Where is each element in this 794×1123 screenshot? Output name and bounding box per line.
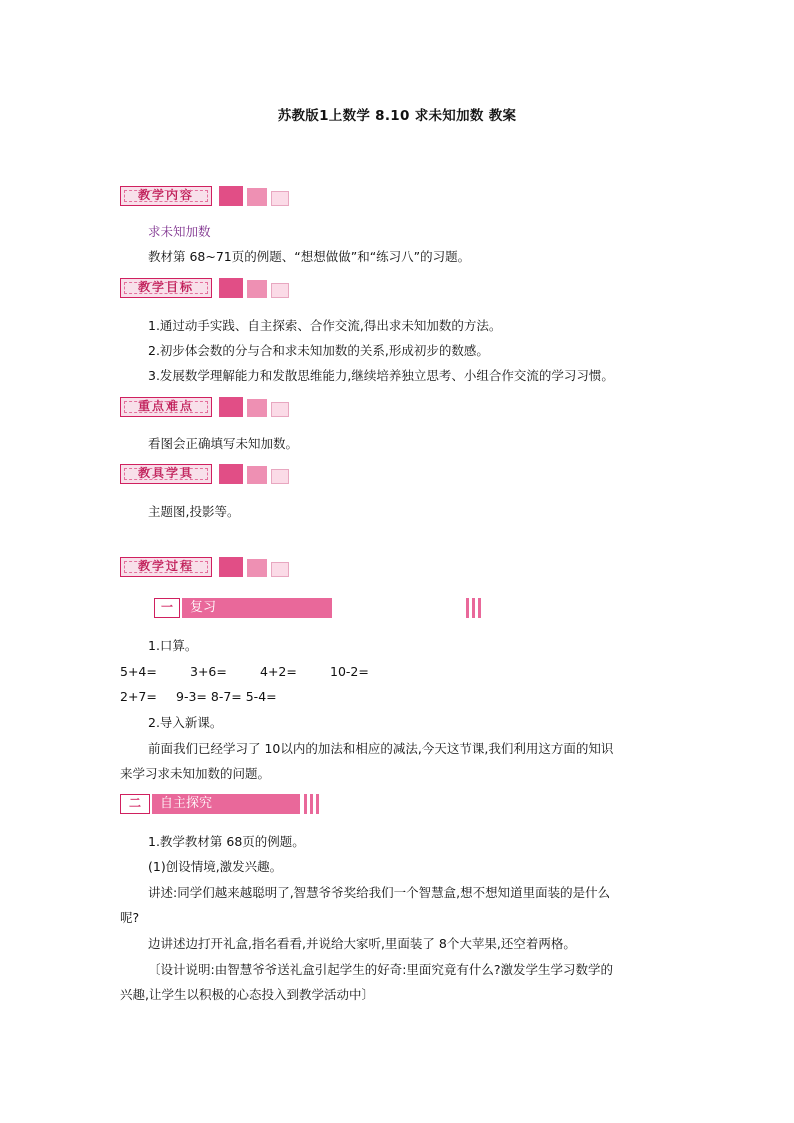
paragraph-line: 兴趣,让学生以积极的心态投入到教学活动中〕 bbox=[120, 987, 374, 1002]
subheading-number: 二 bbox=[120, 794, 150, 814]
document-title: 苏教版1上数学 8.10 求未知加数 教案 bbox=[277, 108, 517, 124]
section-label: 重点难点 bbox=[120, 397, 212, 417]
paragraph-line: 1.教学教材第 68页的例题。 bbox=[148, 834, 305, 849]
calc-item: 9-3= 8-7= 5-4= bbox=[176, 689, 277, 704]
paragraph-line: 〔设计说明:由智慧爷爷送礼盒引起学生的好奇:里面究竟有什么?激发学生学习数学的 bbox=[148, 962, 614, 977]
subheading-review bbox=[154, 598, 334, 618]
decor-stripe bbox=[316, 794, 319, 814]
section-heading-key-points bbox=[120, 397, 295, 417]
paragraph-line: 前面我们已经学习了 10以内的加法和相应的减法,今天这节课,我们利用这方面的知识 bbox=[148, 741, 614, 756]
subheading-title: 自主探究 bbox=[152, 794, 300, 814]
goal-item: 1.通过动手实践、自主探索、合作交流,得出求未知加数的方法。 bbox=[148, 318, 502, 333]
decor-block bbox=[247, 280, 267, 298]
content-description: 教材第 68~71页的例题、“想想做做”和“练习八”的习题。 bbox=[148, 249, 471, 264]
section-heading-goals bbox=[120, 278, 295, 298]
decor-block bbox=[271, 283, 289, 298]
decor-stripe bbox=[466, 598, 469, 618]
subheading-number: 一 bbox=[154, 598, 180, 618]
decor-block bbox=[271, 469, 289, 484]
decor-block bbox=[219, 278, 243, 298]
subheading-explore bbox=[120, 794, 310, 814]
decor-block bbox=[247, 559, 267, 577]
decor-block bbox=[247, 188, 267, 206]
section-label: 教学内容 bbox=[120, 186, 212, 206]
calc-item: 5+4= bbox=[120, 664, 157, 679]
decor-block bbox=[247, 466, 267, 484]
paragraph-line: 讲述:同学们越来越聪明了,智慧爷爷奖给我们一个智慧盒,想不想知道里面装的是什么 bbox=[148, 885, 611, 900]
decor-block bbox=[219, 557, 243, 577]
intro-label: 2.导入新课。 bbox=[148, 715, 223, 730]
section-label: 教具学具 bbox=[120, 464, 212, 484]
subheading-title: 复习 bbox=[182, 598, 332, 618]
paragraph-line: 来学习求未知加数的问题。 bbox=[120, 766, 271, 781]
decor-block bbox=[271, 562, 289, 577]
decor-block bbox=[219, 464, 243, 484]
decor-stripe bbox=[472, 598, 475, 618]
decor-block bbox=[219, 397, 243, 417]
oral-calc-label: 1.口算。 bbox=[148, 638, 198, 653]
decor-stripe bbox=[310, 794, 313, 814]
section-heading-tools bbox=[120, 464, 295, 484]
section-heading-content bbox=[120, 186, 295, 206]
section-heading-process bbox=[120, 557, 295, 577]
paragraph-line: 呢? bbox=[120, 910, 140, 925]
tools-text: 主题图,投影等。 bbox=[148, 504, 240, 519]
calc-item: 4+2= bbox=[260, 664, 297, 679]
decor-block bbox=[219, 186, 243, 206]
calc-item: 3+6= bbox=[190, 664, 227, 679]
section-label: 教学过程 bbox=[120, 557, 212, 577]
content-topic: 求未知加数 bbox=[148, 224, 211, 239]
calc-item: 2+7= bbox=[120, 689, 157, 704]
paragraph-line: (1)创设情境,激发兴趣。 bbox=[148, 859, 283, 874]
decor-block bbox=[271, 402, 289, 417]
key-points-text: 看图会正确填写未知加数。 bbox=[148, 436, 299, 451]
goal-item: 2.初步体会数的分与合和求未知加数的关系,形成初步的数感。 bbox=[148, 343, 489, 358]
section-label: 教学目标 bbox=[120, 278, 212, 298]
goal-item: 3.发展数学理解能力和发散思维能力,继续培养独立思考、小组合作交流的学习习惯。 bbox=[148, 368, 614, 383]
decor-block bbox=[247, 399, 267, 417]
decor-block bbox=[271, 191, 289, 206]
paragraph-line: 边讲述边打开礼盒,指名看看,并说给大家听,里面装了 8个大苹果,还空着两格。 bbox=[148, 936, 576, 951]
calc-item: 10-2= bbox=[330, 664, 369, 679]
decor-stripe bbox=[304, 794, 307, 814]
decor-stripe bbox=[478, 598, 481, 618]
